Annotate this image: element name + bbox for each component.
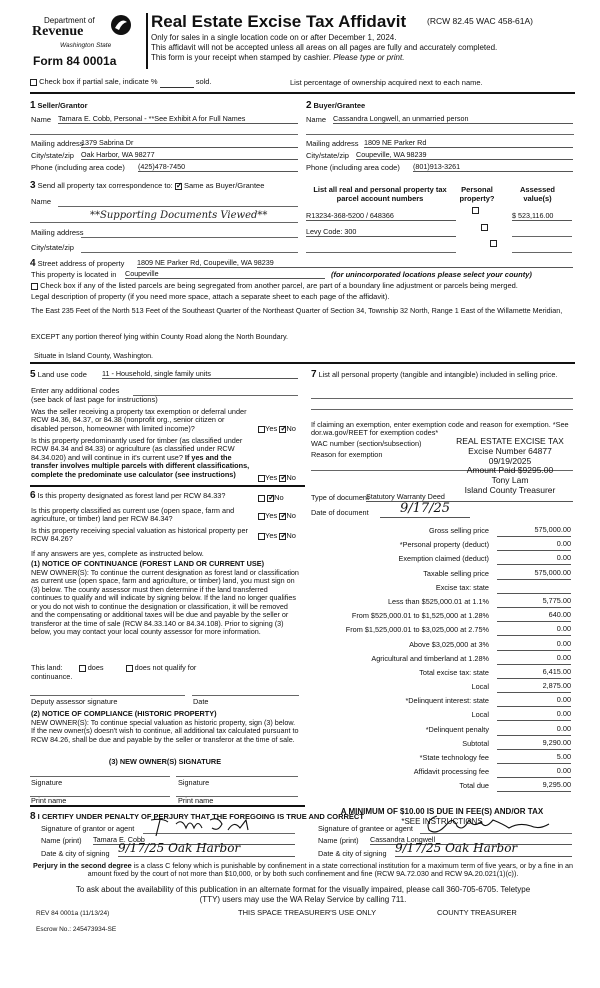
alt-format-line-1: To ask about the availability of this publication in an alternate format for the visually impaired, please call 360-705-6705. Teletype: [75, 885, 531, 894]
tax-row: [311, 666, 573, 680]
located-in-label: This property is located in: [31, 270, 117, 279]
buyer-city-field[interactable]: Coupeville, WA 98239: [356, 151, 573, 160]
stamp-line-3: 09/19/2025: [488, 455, 532, 466]
same-as-buyer-checkbox[interactable]: [175, 183, 182, 190]
section-number-2: 2: [306, 100, 312, 111]
supporting-documents-stamp: **Supporting Documents Viewed**: [90, 210, 268, 221]
exemption-question: Was the seller receiving a property tax exemption or deferral under RCW 84.36, 84.37, or 84.38 (nonprofit org., senior citizen or disabled person, homeowner with limited income)?: [31, 407, 247, 433]
street-address-field[interactable]: 1809 NE Parker Rd, Coupeville, WA 98239: [137, 259, 573, 268]
any-yes-note: If any answers are yes, complete as instructed below.: [31, 549, 204, 558]
land-use-field[interactable]: 11 - Household, single family units: [102, 370, 298, 379]
revision-label: REV 84 0001a (11/13/24): [36, 910, 110, 917]
tax-row: [311, 652, 573, 666]
personal-property-checkbox-3[interactable]: [490, 240, 497, 247]
wac-label: WAC number (section/subsection): [311, 439, 422, 448]
tax-row-value[interactable]: 0.00: [497, 654, 571, 665]
reason-label: Reason for exemption: [311, 450, 383, 459]
document-type-field[interactable]: Statutory Warranty Deed: [366, 493, 573, 502]
treasurer-use-label: THIS SPACE TREASURER'S USE ONLY: [238, 908, 377, 917]
additional-codes-label: Enter any additional codes: [31, 386, 120, 395]
ownership-note: List percentage of ownership acquired next to each name.: [290, 78, 483, 87]
sec3-mail-label: Mailing address: [31, 228, 84, 237]
timber-question: [31, 437, 253, 479]
tax-row-label: Less than $525,000.01 at 1.1%: [387, 596, 489, 606]
street-address-row: [30, 258, 124, 270]
no-label: No: [274, 493, 284, 502]
tax-row-label: Total due: [459, 781, 489, 791]
tax-row-label: Gross selling price: [428, 526, 489, 535]
buyer-city-label: City/state/zip: [306, 151, 349, 160]
tax-row-label: From $1,525,000.01 to $3,025,000 at 2.75%: [345, 625, 489, 635]
yes-label: Yes: [265, 531, 278, 540]
personal-property-checkbox-1[interactable]: [472, 207, 479, 214]
tax-correspondence-label: Send all property tax correspondence to:: [37, 181, 173, 190]
perjury-bold: Perjury in the second degree: [32, 861, 132, 870]
document-date-label: Date of document: [311, 508, 369, 517]
forest-no-checkbox[interactable]: [267, 495, 274, 502]
stamp-line-5: Tony Lam: [491, 475, 529, 486]
forest-land-text: Is this property designated as forest land per RCW 84.33?: [37, 491, 226, 500]
sec3-city-label: City/state/zip: [31, 243, 74, 252]
exemption-yes-checkbox[interactable]: [258, 426, 265, 433]
deputy-date-label: Date: [193, 697, 209, 706]
stamp-line-6: Island County Treasurer: [464, 484, 556, 495]
tax-row-value[interactable]: 2,875.00: [497, 682, 571, 693]
tax-row-label: *Delinquent penalty: [425, 724, 489, 734]
tax-row-label: Agricultural and timberland at 1.28%: [371, 653, 489, 663]
tax-row: [311, 524, 573, 538]
grantor-signature-label: Signature of grantor or agent: [41, 824, 135, 833]
certify-text: I CERTIFY UNDER PENALTY OF PERJURY THAT THE FOREGOING IS TRUE AND CORRECT: [37, 812, 364, 821]
no-label: No: [286, 531, 296, 540]
tax-row-value[interactable]: 0.00: [497, 640, 571, 651]
timber-question-text: Is this property predominantly used for timber (as classified under RCW 84.34 and 84.33) or agriculture (as classified under RCW 84.34.020) and will continue in it's current use?: [31, 436, 243, 462]
perjury-notice: [30, 862, 576, 879]
revenue-wordmark: Revenue: [32, 24, 84, 39]
does-not-qualify-checkbox[interactable]: [126, 665, 133, 672]
does-label: does: [87, 663, 104, 672]
tax-row-value[interactable]: 575,000.00: [497, 526, 571, 537]
document-date-field[interactable]: 9/17/25: [380, 502, 470, 518]
new-owner-print-label: Print name: [31, 796, 67, 805]
tax-row-label: *Delinquent interest: state: [405, 696, 489, 706]
deputy-signature-label: Deputy assessor signature: [31, 697, 118, 706]
personal-property-question: [311, 369, 573, 381]
grantor-name-label: Name (print): [41, 836, 82, 845]
header-line-2: This affidavit will not be accepted unless all areas on all pages are fully and accurately completed.: [151, 43, 498, 52]
tax-row-value[interactable]: 6,415.00: [497, 668, 571, 679]
does-qualify-checkbox[interactable]: [79, 665, 86, 672]
new-owner-signature-heading: (3) NEW OWNER(S) SIGNATURE: [108, 757, 222, 766]
historic-question: Is this property receiving special valuation as historical property per RCW 84.26?: [31, 526, 248, 544]
state-label: Washington State: [60, 42, 112, 49]
tax-row-value[interactable]: 0.00: [497, 696, 571, 707]
tax-row: [311, 595, 573, 609]
historic-yes-no: [258, 532, 296, 541]
grantor-date-label: Date & city of signing: [41, 849, 110, 858]
treasurer-stamp: [440, 437, 580, 496]
current-use-yes-checkbox[interactable]: [258, 513, 265, 520]
forest-yes-checkbox[interactable]: [258, 495, 265, 502]
timber-question-bold: If yes and the transfer involves multiple parcels with different classifications, complete the predominate use calculator (see instructions): [31, 452, 250, 479]
escrow-number: Escrow No.: 245473934-SE: [36, 926, 117, 933]
no-label: No: [286, 473, 296, 482]
grantee-date-field[interactable]: 9/17/25 Oak Harbor: [395, 842, 572, 857]
seller-mail-field[interactable]: 1379 Sabrina Dr: [81, 139, 298, 148]
tax-row-value[interactable]: 0.00: [497, 725, 571, 736]
form-number: Form 84 0001a: [33, 54, 117, 68]
dor-logo: [30, 14, 142, 52]
tax-row-label: Total excise tax: state: [419, 667, 489, 677]
tax-row: [311, 638, 573, 652]
section-number-5: 5: [30, 369, 36, 380]
notice-continuance-heading: (1) NOTICE OF CONTINUANCE (FOREST LAND OR CURRENT USE): [31, 559, 265, 568]
additional-codes-note: (see back of last page for instructions): [31, 395, 158, 404]
seller-city-field[interactable]: Oak Harbor, WA 98277: [81, 151, 298, 160]
form-title: Real Estate Excise Tax Affidavit: [151, 12, 407, 31]
continuance-label: continuance.: [31, 672, 73, 681]
dor-logo-icon: [110, 14, 132, 36]
stamp-line-1: REAL ESTATE EXCISE TAX: [456, 436, 564, 446]
tax-row-value[interactable]: 5,775.00: [497, 597, 571, 608]
seller-heading: [30, 100, 88, 112]
notice-continuance-body: NEW OWNER(S): To continue the current designation as forest land or classification as current use (open space, farm and agriculture, or timber) land, you must sign on (3) below. The county assessor must then determine if the land transferred continues to qualify and will indicate by signing below. If the land no longer qualifies or you do not wish to continue the designation or classification, it will be removed and the compensating or additional taxes will be due and payable by the seller or transferor at the time of sale (RCW 84.33.140 or 84.34.108). Prior to signing (3) below, you may contact your local county assessor for more information.: [31, 568, 299, 636]
tax-row-label: Subtotal: [462, 738, 489, 748]
buyer-mail-field[interactable]: 1809 NE Parker Rd: [364, 139, 573, 148]
seller-phone-field[interactable]: (425)478-7450: [138, 163, 298, 172]
segregation-label: Check box if any of the listed parcels are being segregated from another parcel, are part of a boundary line adjustment or parcels being merged.: [40, 281, 518, 290]
grantee-signature-label: Signature of grantee or agent: [318, 824, 413, 833]
personal-property-checkbox-2[interactable]: [481, 224, 488, 231]
seller-city-label: City/state/zip: [31, 151, 74, 160]
this-land-label: This land:: [31, 663, 63, 672]
tax-row: [311, 680, 573, 694]
new-owner-signature-label-2: Signature: [178, 778, 210, 787]
partial-sale-row: [30, 78, 212, 88]
section-number-4: 4: [30, 258, 36, 269]
same-as-buyer-label: Same as Buyer/Grantee: [183, 181, 265, 190]
parcel-header: List all real and personal property tax parcel account numbers: [313, 185, 447, 203]
unincorporated-note: (for unincorporated locations please select your county): [331, 270, 532, 279]
current-use-no-checkbox[interactable]: [279, 513, 286, 520]
grantor-date-field[interactable]: 9/17/25 Oak Harbor: [118, 842, 295, 857]
located-in-field[interactable]: Coupeville: [125, 270, 325, 279]
buyer-name-label: Name: [306, 115, 327, 124]
tax-row: [311, 708, 573, 722]
tax-row: [311, 609, 573, 623]
tax-row-value[interactable]: 0.00: [497, 554, 571, 565]
partial-sale-label: Check box if partial sale, indicate %: [39, 77, 158, 86]
tax-row-value[interactable]: 640.00: [497, 611, 571, 622]
grantor-signature[interactable]: [148, 816, 268, 838]
buyer-phone-field[interactable]: (801)913-3261: [413, 163, 573, 172]
rcw-reference: (RCW 82.45 WAC 458-61A): [427, 16, 533, 26]
receipt-note: This form is your receipt when stamped by cashier.: [151, 53, 334, 62]
street-address-label: Street address of property: [37, 259, 125, 268]
document-type-label: Type of document: [311, 493, 370, 502]
tax-row: [311, 694, 573, 708]
stamp-line-2: Excise Number 64877: [468, 445, 552, 456]
tax-row: [311, 552, 573, 566]
grantee-signature[interactable]: [423, 812, 553, 838]
tax-row: [311, 765, 573, 779]
parcel-number-field[interactable]: R13234-368-5200 / 648366: [306, 212, 456, 221]
timber-yes-no: [258, 474, 296, 483]
no-label: No: [286, 511, 296, 520]
notice-compliance-heading: (2) NOTICE OF COMPLIANCE (HISTORIC PROPERTY): [31, 709, 217, 718]
sec3-name-label: Name: [31, 197, 52, 206]
levy-code-field[interactable]: Levy Code: 300: [306, 228, 456, 237]
seller-mail-label: Mailing address: [31, 139, 84, 148]
sold-label: sold.: [195, 77, 212, 86]
timber-no-checkbox[interactable]: [279, 475, 286, 482]
partial-sale-checkbox[interactable]: [30, 79, 37, 86]
see-instructions-note: *SEE INSTRUCTIONS: [401, 817, 483, 826]
tax-row-label: Taxable selling price: [423, 568, 489, 578]
yes-label: Yes: [265, 424, 278, 433]
buyer-heading: [306, 100, 365, 112]
tax-row-label: Local: [471, 710, 489, 720]
new-owner-print-label-2: Print name: [178, 796, 214, 805]
header-line-1: Only for sales in a single location code on or after December 1, 2024.: [151, 33, 397, 42]
no-label: No: [286, 424, 296, 433]
tax-row: [311, 538, 573, 552]
tax-row-label: Exemption claimed (deduct): [398, 554, 489, 564]
perjury-text: is a class C felony which is punishable by confinement in a state correctional institution for a maximum term of five years, or by a fine in an amount fixed by the court of not more than $10,000, or by both such confinement and fine (RCW 9A.72.030 and RCW 9A.20.021(1)(c)).: [87, 861, 574, 879]
tax-row-value[interactable]: 0.00: [497, 767, 571, 778]
yes-label: Yes: [265, 473, 278, 482]
yes-label: Yes: [265, 511, 278, 520]
tax-row: [311, 737, 573, 751]
tax-row-value[interactable]: [497, 583, 571, 594]
tax-row-value[interactable]: 0.00: [497, 625, 571, 636]
buyer-phone-label: Phone (including area code): [306, 163, 400, 172]
current-use-yes-no: [258, 512, 296, 521]
section-number-7: 7: [311, 369, 317, 380]
tax-row: [311, 751, 573, 765]
seller-phone-label: Phone (including area code): [31, 163, 125, 172]
buyer-name-field[interactable]: Cassandra Longwell, an unmarried person: [333, 115, 573, 124]
type-or-print-note: Please type or print.: [333, 53, 405, 62]
exemption-no-checkbox[interactable]: [279, 426, 286, 433]
timber-yes-checkbox[interactable]: [258, 475, 265, 482]
does-not-label: does not qualify for: [134, 663, 197, 672]
notice-compliance-body: NEW OWNER(S): To continue special valuation as historic property, sign (3) below. If the new owner(s) doesn't wish to continue, all additional tax calculated pursuant to RCW 84.26, shall be due and payable by the seller or transferor at the time of sale.: [31, 718, 299, 744]
tax-row: [311, 567, 573, 581]
land-use-row: [30, 369, 87, 381]
segregation-row: [31, 282, 518, 291]
historic-no-checkbox[interactable]: [279, 533, 286, 540]
section-number-6: 6: [30, 490, 36, 501]
legal-description-label: Legal description of property (if you need more space, attach a separate sheet to each page of the affidavit).: [31, 292, 390, 301]
personal-property-text: List all personal property (tangible and intangible) included in selling price.: [318, 370, 558, 379]
tax-row: [311, 723, 573, 737]
header-line-3: [151, 53, 404, 62]
tax-row: [311, 581, 573, 595]
county-treasurer-label: COUNTY TREASURER: [437, 908, 517, 917]
tax-row-value[interactable]: 5.00: [497, 753, 571, 764]
claim-exemption-text: If claiming an exemption, enter exemption code and reason for exemption. *See dor.wa.gov/REET for exemption codes*: [311, 420, 569, 438]
historic-yes-checkbox[interactable]: [258, 533, 265, 540]
legal-description-2: EXCEPT any portion thereof lying within County Road along the North Boundary.: [31, 332, 289, 341]
alt-format-line-2: (TTY) users may use the WA Relay Service by calling 711.: [199, 895, 407, 904]
current-use-question: Is this property classified as current use (open space, farm and agriculture, or timber) land per RCW 84.34?: [31, 506, 235, 524]
partial-percent-field[interactable]: [160, 78, 194, 88]
tax-row: [311, 623, 573, 637]
forest-land-question: [30, 490, 255, 502]
tax-row-value[interactable]: 0.00: [497, 540, 571, 551]
exemption-yes-no: [258, 425, 296, 434]
minimum-due-note: A MINIMUM OF $10.00 IS DUE IN FEE(S) AND/OR TAX: [340, 807, 544, 816]
tax-correspondence-row: [30, 180, 264, 192]
tax-row-label: Above $3,025,000 at 3%: [409, 639, 489, 649]
section-number-8: 8: [30, 811, 36, 822]
tax-row-label: Local: [471, 682, 489, 692]
buyer-mail-label: Mailing address: [306, 139, 359, 148]
tax-row-value[interactable]: 9,295.00: [497, 781, 571, 792]
assessed-value-header: Assessed value(s): [519, 185, 556, 203]
tax-row-label: *State technology fee: [419, 753, 489, 762]
dept-label: Department of: [44, 16, 95, 25]
seller-heading-label: Seller/Grantor: [37, 101, 88, 110]
tax-calculation-table: [311, 524, 573, 794]
tax-row: [311, 779, 573, 793]
tax-row-value[interactable]: 9,290.00: [497, 739, 571, 750]
forest-yes-no: [258, 494, 284, 503]
grantee-date-label: Date & city of signing: [318, 849, 387, 858]
new-owner-signature-label: Signature: [31, 778, 63, 787]
land-use-label: Land use code: [37, 370, 87, 379]
section-number-1: 1: [30, 100, 36, 111]
tax-row-label: *Personal property (deduct): [399, 540, 489, 550]
segregation-checkbox[interactable]: [31, 283, 38, 290]
grantee-name-field[interactable]: Cassandra Longwell: [370, 836, 572, 845]
seller-name-field[interactable]: Tamara E. Cobb, Personal - **See Exhibit A for Full Names: [58, 115, 298, 124]
buyer-heading-label: Buyer/Grantee: [313, 101, 366, 110]
assessed-value-field[interactable]: $ 523,116.00: [512, 212, 572, 221]
grantor-name-field[interactable]: Tamara E. Cobb: [93, 836, 295, 845]
tax-row-value[interactable]: 575,000.00: [497, 569, 571, 580]
tax-row-label: Excise tax: state: [435, 582, 489, 592]
tax-row-label: From $525,000.01 to $1,525,000 at 1.28%: [351, 611, 489, 621]
tax-row-label: Affidavit processing fee: [413, 767, 489, 777]
grantee-name-label: Name (print): [318, 836, 359, 845]
seller-name-label: Name: [31, 115, 52, 124]
legal-description-3: Situate in Island County, Washington.: [34, 351, 154, 360]
legal-description-1: The East 235 Feet of the North 513 Feet of the Southeast Quarter of the Northeast Quarter of Section 34, Township 32 North, Range 1 East of the Willamette Meridian,: [31, 306, 563, 315]
section-number-3: 3: [30, 180, 36, 191]
tax-row-value[interactable]: 0.00: [497, 710, 571, 721]
stamp-line-4: Amount Paid $9295.00: [466, 465, 554, 476]
personal-property-header: Personal property?: [459, 185, 495, 203]
